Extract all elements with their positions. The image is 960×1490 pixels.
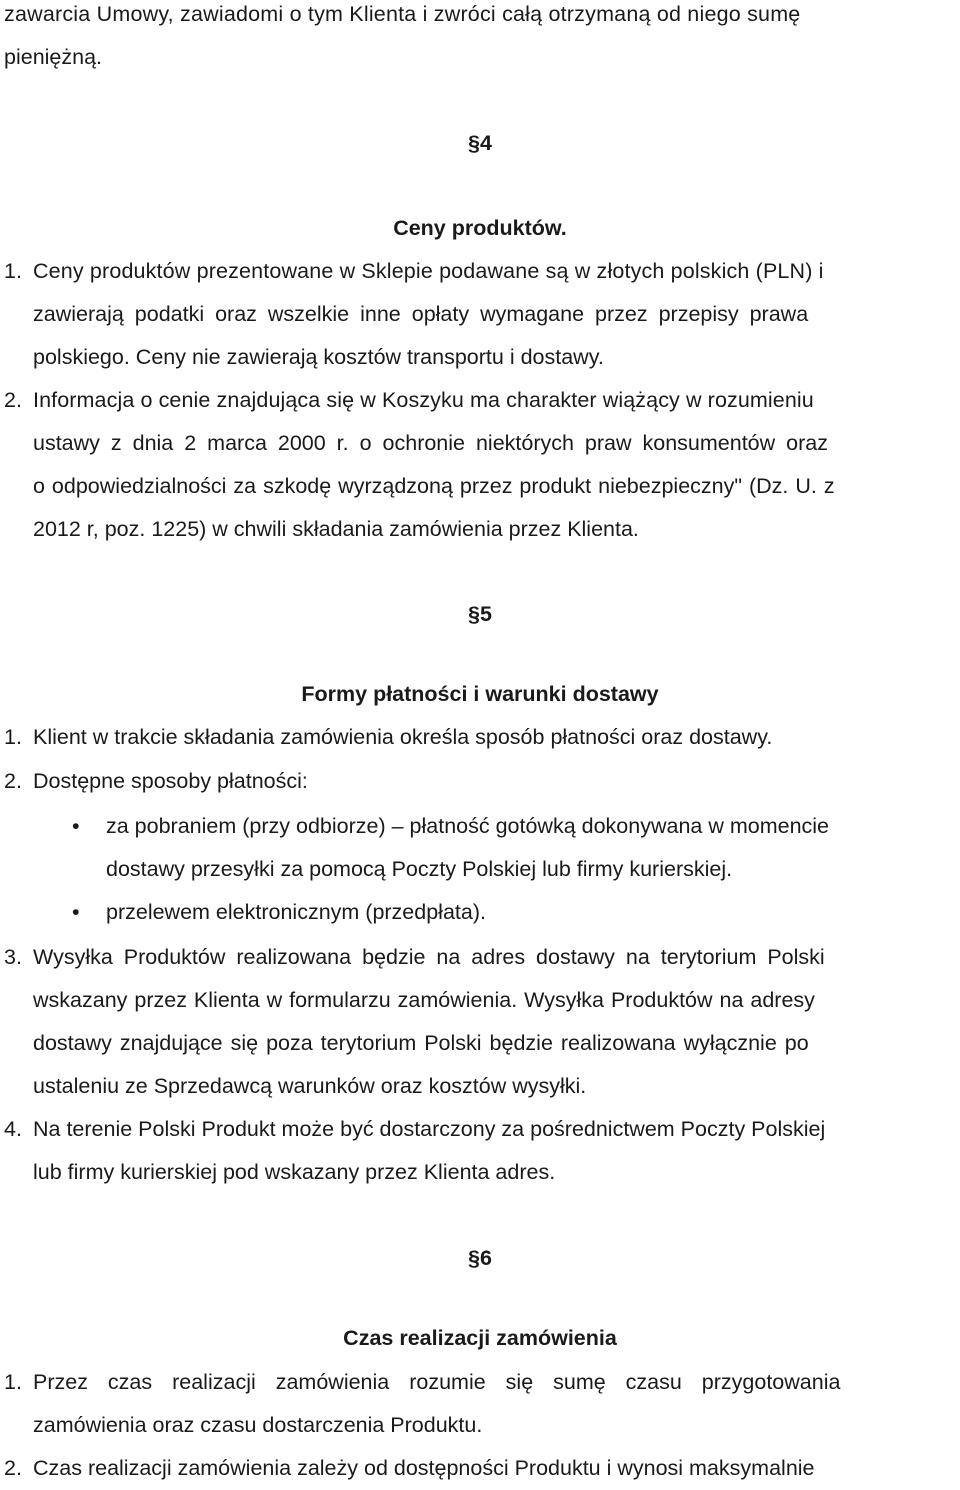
- section-6-title: Czas realizacji zamówienia: [343, 1326, 617, 1350]
- intro-line-2: [0, 36, 960, 79]
- s4-item2-line3: [0, 465, 960, 508]
- s5-item3-line3: [0, 1022, 960, 1065]
- s4-item2-line2-text: ustawy z dnia 2 marca 2000 r. o ochronie niektórych praw konsumentów oraz: [33, 431, 828, 455]
- section-4-title: Ceny produktów.: [393, 216, 567, 240]
- s4-item1-line3-text: polskiego. Ceny nie zawierają kosztów transportu i dostawy.: [33, 345, 604, 369]
- s4-item2-num: 2.: [4, 388, 22, 412]
- s6-item1-line1: [0, 1361, 960, 1404]
- s5-bullet1-line1: [0, 805, 960, 848]
- s5-item3-line3-text: dostawy znajdujące się poza terytorium Polski będzie realizowana wyłącznie po: [33, 1031, 809, 1055]
- section-5-title: Formy płatności i warunki dostawy: [301, 682, 659, 706]
- section-6-number: §6: [468, 1246, 492, 1270]
- s5-bullet2-line1: [0, 891, 960, 934]
- s6-item1-line2: [0, 1404, 960, 1447]
- s5-item4-line2-text: lub firmy kurierskiej pod wskazany przez Klienta adres.: [33, 1160, 556, 1184]
- s4-item1-line1: [0, 250, 960, 293]
- s6-item2-line1-text: Czas realizacji zamówienia zależy od dostępności Produktu i wynosi maksymalnie: [33, 1456, 815, 1480]
- s5-bullet1-line2: [0, 848, 960, 891]
- s5-bullet1-line1-text: za pobraniem (przy odbiorze) – płatność gotówką dokonywana w momencie: [106, 814, 830, 838]
- s5-item4-line2: [0, 1151, 960, 1194]
- s5-item1-line1: [0, 716, 960, 759]
- s5-item3-num: 3.: [4, 945, 22, 969]
- s5-bullet2-line1-text: przelewem elektronicznym (przedpłata).: [106, 900, 486, 924]
- s4-item2-line1: [0, 379, 960, 422]
- s5-item1-line1-text: Klient w trakcie składania zamówienia określa sposób płatności oraz dostawy.: [33, 725, 773, 749]
- s5-item4-line1-text: Na terenie Polski Produkt może być dostarczony za pośrednictwem Poczty Polskiej: [33, 1117, 826, 1141]
- s5-item3-line1-text: Wysyłka Produktów realizowana będzie na adres dostawy na terytorium Polski: [33, 945, 825, 969]
- s4-item2-line4: [0, 508, 960, 551]
- section-5-number: §5: [468, 602, 492, 626]
- s5-item2-line1: [0, 760, 960, 803]
- s6-item1-line2-text: zamówienia oraz czasu dostarczenia Produktu.: [33, 1413, 483, 1437]
- s4-item1-line2: [0, 293, 960, 336]
- s6-item1-num: 1.: [4, 1370, 22, 1394]
- s6-item2-num: 2.: [4, 1456, 22, 1480]
- intro-line-1: [0, 0, 960, 36]
- s5-item3-line4: [0, 1065, 960, 1108]
- section-4-number: §4: [468, 131, 492, 155]
- s5-item4-line1: [0, 1108, 960, 1151]
- intro-line-1-text: zawarcia Umowy, zawiadomi o tym Klienta i zwróci całą otrzymaną od niego sumę: [4, 2, 801, 26]
- s4-item2-line4-text: 2012 r, poz. 1225) w chwili składania zamówienia przez Klienta.: [33, 517, 639, 541]
- bullet-icon: •: [72, 900, 80, 924]
- s4-item2-line1-text: Informacja o cenie znajdująca się w Koszyku ma charakter wiążący w rozumieniu: [33, 388, 814, 412]
- s5-item1-num: 1.: [4, 725, 22, 749]
- s4-item1-line3: [0, 336, 960, 379]
- bullet-icon: •: [72, 814, 80, 838]
- s4-item1-num: 1.: [4, 259, 22, 283]
- s6-item1-line1-text: Przez czas realizacji zamówienia rozumie się sumę czasu przygotowania: [33, 1370, 841, 1394]
- s5-item3-line1: [0, 936, 960, 979]
- s5-item3-line4-text: ustaleniu ze Sprzedawcą warunków oraz kosztów wysyłki.: [33, 1074, 587, 1098]
- s5-item3-line2-text: wskazany przez Klienta w formularzu zamówienia. Wysyłka Produktów na adresy: [33, 988, 815, 1012]
- s5-item2-num: 2.: [4, 769, 22, 793]
- s4-item2-line3-text: o odpowiedzialności za szkodę wyrządzoną przez produkt niebezpieczny" (Dz. U. z: [33, 474, 835, 498]
- s5-item4-num: 4.: [4, 1117, 22, 1141]
- s6-item2-line1: [0, 1447, 960, 1490]
- s4-item2-line2: [0, 422, 960, 465]
- intro-line-2-text: pieniężną.: [4, 45, 103, 69]
- s5-bullet1-line2-text: dostawy przesyłki za pomocą Poczty Polskiej lub firmy kurierskiej.: [106, 857, 733, 881]
- s5-item2-line1-text: Dostępne sposoby płatności:: [33, 769, 308, 793]
- s4-item1-line1-text: Ceny produktów prezentowane w Sklepie podawane są w złotych polskich (PLN) i: [33, 259, 824, 283]
- s4-item1-line2-text: zawierają podatki oraz wszelkie inne opłaty wymagane przez przepisy prawa: [33, 302, 809, 326]
- s5-item3-line2: [0, 979, 960, 1022]
